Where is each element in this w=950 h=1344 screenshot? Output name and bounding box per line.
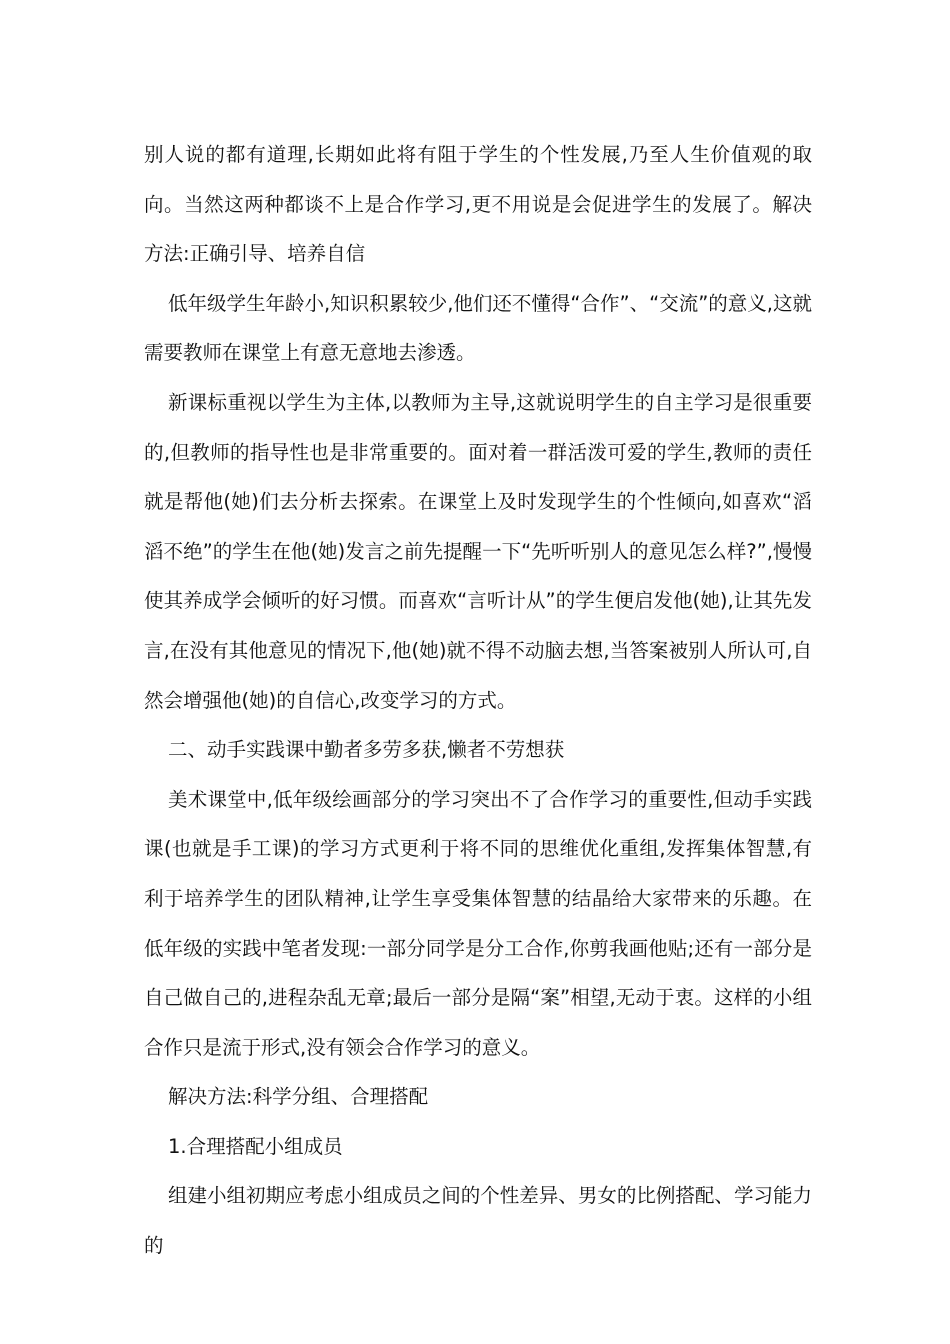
paragraph-4: 美术课堂中,低年级绘画部分的学习突出不了合作学习的重要性,但动手实践课(也就是手工课)的学习方式更利于将不同的思维优化重组,发挥集体智慧,有利于培养学生的团队精神,让学生享受集体智慧的结晶给大家带来的乐趣。在低年级的实践中笔者发现:一部分同学是分工合作,你剪我画他贴;还有一部分是自己做自己的,进程杂乱无章;最后一部分是隔“案”相望,无动于衷。这样的小组合作只是流于形式,没有领会合作学习的意义。 <box>144 787 812 1059</box>
paragraph-2: 低年级学生年龄小,知识积累较少,他们还不懂得“合作”、“交流”的意义,这就需要教师在课堂上有意无意地去渗透。 <box>144 291 813 365</box>
document-body <box>144 130 812 1271</box>
section-heading-2: 二、动手实践课中勤者多劳多获,懒者不劳想获 <box>168 738 565 762</box>
paragraph-1: 别人说的都有道理,长期如此将有阻于学生的个性发展,乃至人生价值观的取向。当然这两种都谈不上是合作学习,更不用说是会促进学生的发展了。解决方法:正确引导、培养自信 <box>144 143 812 266</box>
paragraph-3: 新课标重视以学生为主体,以教师为主导,这就说明学生的自主学习是很重要的,但教师的指导性也是非常重要的。面对着一群活泼可爱的学生,教师的责任就是帮他(她)们去分析去探索。在课堂上及时发现学生的个性倾向,如喜欢“滔滔不绝”的学生在他(她)发言之前先提醒一下“先听听别人的意见怎么样?”,慢慢使其养成学会倾听的好习惯。而喜欢“言听计从”的学生便启发他(她),让其先发言,在没有其他意见的情况下,他(她)就不得不动脑去想,当答案被别人所认可,自然会增强他(她)的自信心,改变学习的方式。 <box>144 390 812 712</box>
subheading-1: 1.合理搭配小组成员 <box>168 1134 343 1158</box>
solution-heading: 解决方法:科学分组、合理搭配 <box>168 1085 429 1109</box>
paragraph-5: 组建小组初期应考虑小组成员之间的个性差异、男女的比例搭配、学习能力的 <box>144 1184 812 1258</box>
